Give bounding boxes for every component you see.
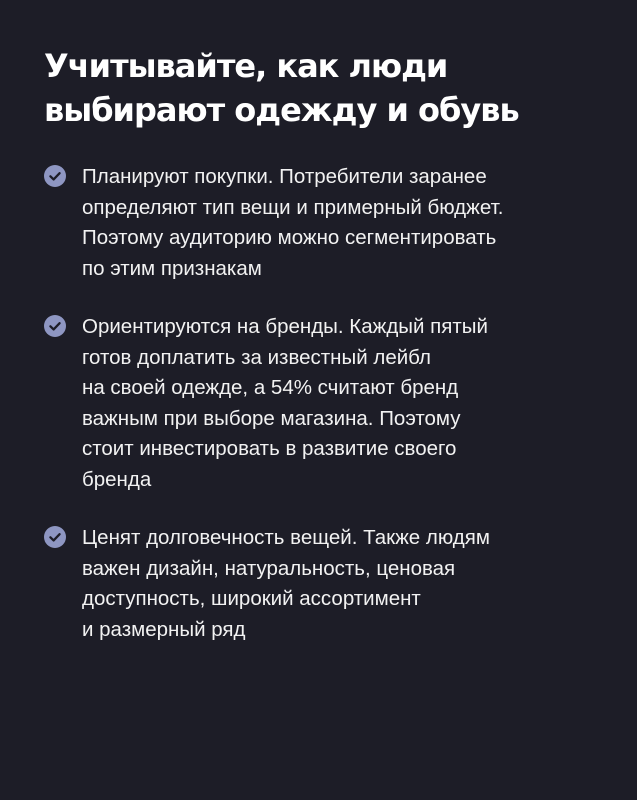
title-line-1: Учитывайте, как люди — [44, 47, 448, 85]
list-item — [44, 312, 597, 495]
list-item-text: Планируют покупки. Потребители заранее определяют тип вещи и примерный бюджет. Поэтому аудиторию можно сегментировать по этим признакам — [82, 165, 504, 280]
title-line-2: выбирают одежду и обувь — [44, 91, 519, 129]
check-circle-icon — [44, 315, 66, 337]
bullet-list — [44, 162, 597, 645]
check-circle-icon — [44, 165, 66, 187]
list-item — [44, 162, 597, 284]
list-item-text: Ценят долговечность вещей. Также людям важен дизайн, натуральность, ценовая доступность, широкий ассортимент и размерный ряд — [82, 526, 490, 641]
list-item-text: Ориентируются на бренды. Каждый пятый готов доплатить за известный лейбл на своей одежде, а 54% считают бренд важным при выборе магазина. Поэтому стоит инвестировать в развитие своего бренда — [82, 315, 488, 491]
page-title — [44, 44, 597, 132]
check-circle-icon — [44, 526, 66, 548]
list-item — [44, 523, 597, 645]
